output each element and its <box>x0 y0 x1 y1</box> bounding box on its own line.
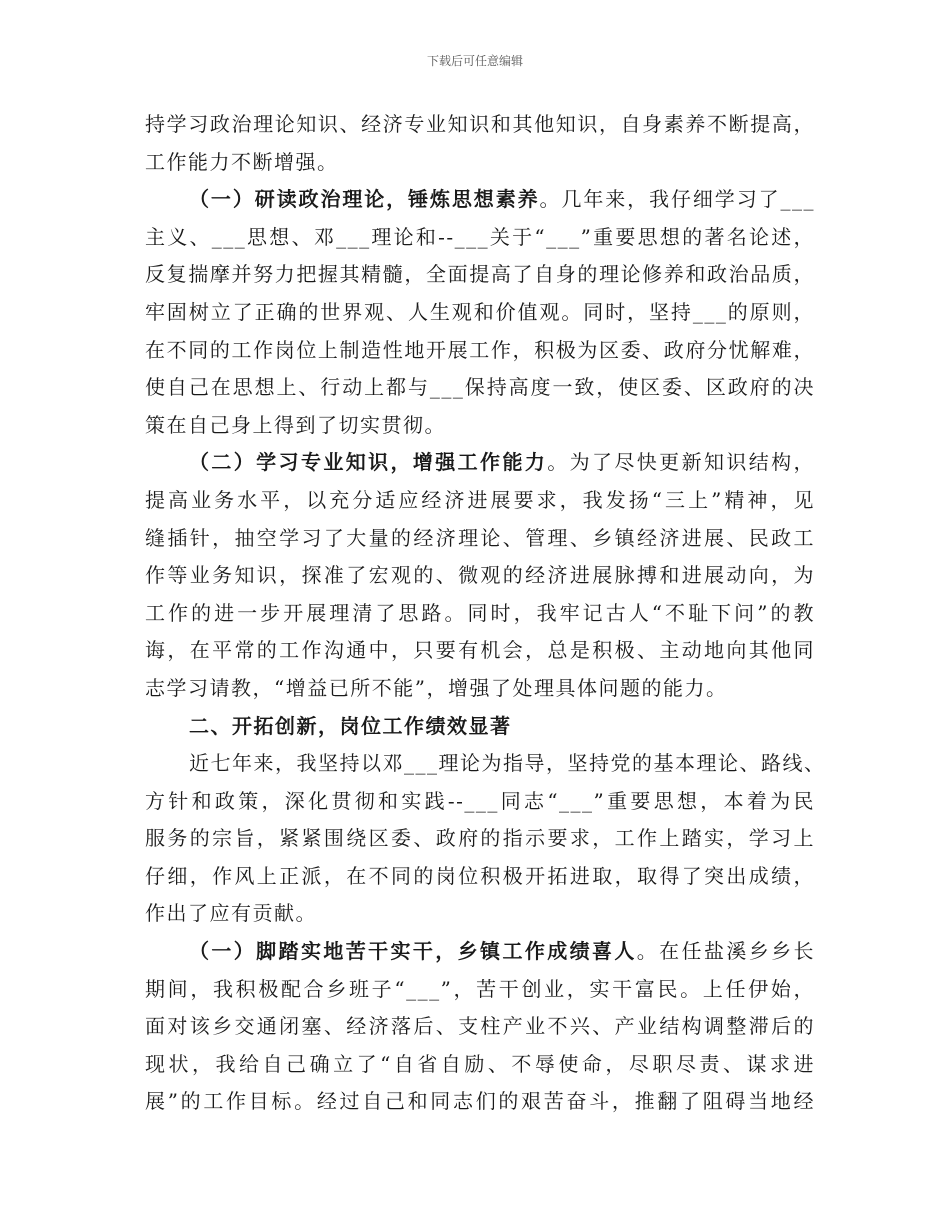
line-text: 持学习政治理论知识、经济专业知识和其他知识，自身素养不断提高， <box>145 112 815 136</box>
line-text: 使自己在思想上、行动上都与___保持高度一致，使区委、区政府的决 <box>145 375 815 400</box>
text-line <box>145 332 815 370</box>
bold-heading: （二）学习专业知识，增强工作能力 <box>189 450 548 475</box>
line-text: 诲，在平常的工作沟通中，只要有机会，总是积极、主动地向其他同 <box>145 638 815 663</box>
line-text: 在不同的工作岗位上制造性地开展工作，积极为区委、政府分忧解难， <box>145 337 815 362</box>
text-line <box>145 1083 815 1121</box>
text-line <box>145 256 815 294</box>
text-line <box>145 1008 815 1046</box>
text-line <box>145 557 815 595</box>
line-text: 作等业务知识，探准了宏观的、微观的经济进展脉搏和进展动向，为 <box>145 563 815 588</box>
bold-heading: 二、开拓创新，岗位工作绩效显著 <box>189 713 512 738</box>
line-text: 现状，我给自己确立了“自省自励、不辱使命，尽职尽责、谋求进 <box>145 1051 815 1076</box>
text-line <box>145 369 815 407</box>
text-line <box>145 858 815 896</box>
text-line <box>145 783 815 821</box>
text-line <box>145 219 815 257</box>
text-line <box>145 520 815 558</box>
text-line <box>145 482 815 520</box>
text-line <box>145 708 815 746</box>
text-line <box>145 444 815 482</box>
line-text: 期间，我积极配合乡班子“___”，苦干创业，实干富民。上任伊始， <box>145 976 815 1001</box>
text-line <box>145 106 815 144</box>
line-text: 提高业务水平，以充分适应经济进展要求，我发扬“三上”精神，见 <box>145 487 815 512</box>
text-line <box>145 820 815 858</box>
text-line <box>145 144 815 182</box>
line-text: 缝插针，抽空学习了大量的经济理论、管理、乡镇经济进展、民政工 <box>145 525 815 550</box>
line-text: 。为了尽快更新知识结构， <box>547 450 816 475</box>
line-text: 工作的进一步开展理清了思路。同时，我牢记古人“不耻下问”的教 <box>145 600 815 625</box>
line-text: 。在任盐溪乡乡长 <box>636 939 816 964</box>
text-line <box>145 933 815 971</box>
text-line <box>145 181 815 219</box>
line-text: 面对该乡交通闭塞、经济落后、支柱产业不兴、产业结构调整滞后的 <box>145 1014 815 1039</box>
text-line <box>145 670 815 708</box>
line-text: 方针和政策，深化贯彻和实践--___同志“___”重要思想，本着为民 <box>145 788 815 813</box>
line-text: 牢固树立了正确的世界观、人生观和价值观。同时，坚持___的原则， <box>145 299 815 324</box>
text-line <box>145 595 815 633</box>
text-line <box>145 294 815 332</box>
bold-heading: （一）研读政治理论，锤炼思想素养 <box>189 187 540 212</box>
text-line <box>145 1046 815 1084</box>
text-line <box>145 632 815 670</box>
line-text: 反复揣摩并努力把握其精髓，全面提高了自身的理论修养和政治品质， <box>145 262 815 287</box>
document-body <box>145 106 826 1121</box>
line-text: 主义、___思想、邓___理论和--___关于“___”重要思想的著名论述， <box>145 224 815 249</box>
line-text: 作出了应有贡献。 <box>145 901 317 926</box>
line-text: 展”的工作目标。经过自己和同志们的艰苦奋斗，推翻了阻碍当地经 <box>145 1089 815 1114</box>
text-line <box>145 407 815 445</box>
line-text: 仔细，作风上正派，在不同的岗位积极开拓进取，取得了突出成绩， <box>145 863 815 888</box>
text-line <box>145 971 815 1009</box>
line-text: 。几年来，我仔细学习了___ <box>539 187 816 212</box>
line-text: 工作能力不断增强。 <box>145 149 339 174</box>
text-line <box>145 895 815 933</box>
text-line <box>145 745 826 783</box>
bold-heading: （一）脚踏实地苦干实干，乡镇工作成绩喜人 <box>189 939 637 964</box>
line-text: 志学习请教，“增益已所不能”，增强了处理具体问题的能力。 <box>145 675 728 700</box>
page-header-note: 下载后可任意编辑 <box>426 54 523 68</box>
line-text: 近七年来，我坚持以邓___理论为指导，坚持党的基本理论、路线、 <box>189 751 826 776</box>
line-text: 策在自己身上得到了切实贯彻。 <box>145 412 446 437</box>
line-text: 服务的宗旨，紧紧围绕区委、政府的指示要求，工作上踏实，学习上 <box>145 826 815 851</box>
